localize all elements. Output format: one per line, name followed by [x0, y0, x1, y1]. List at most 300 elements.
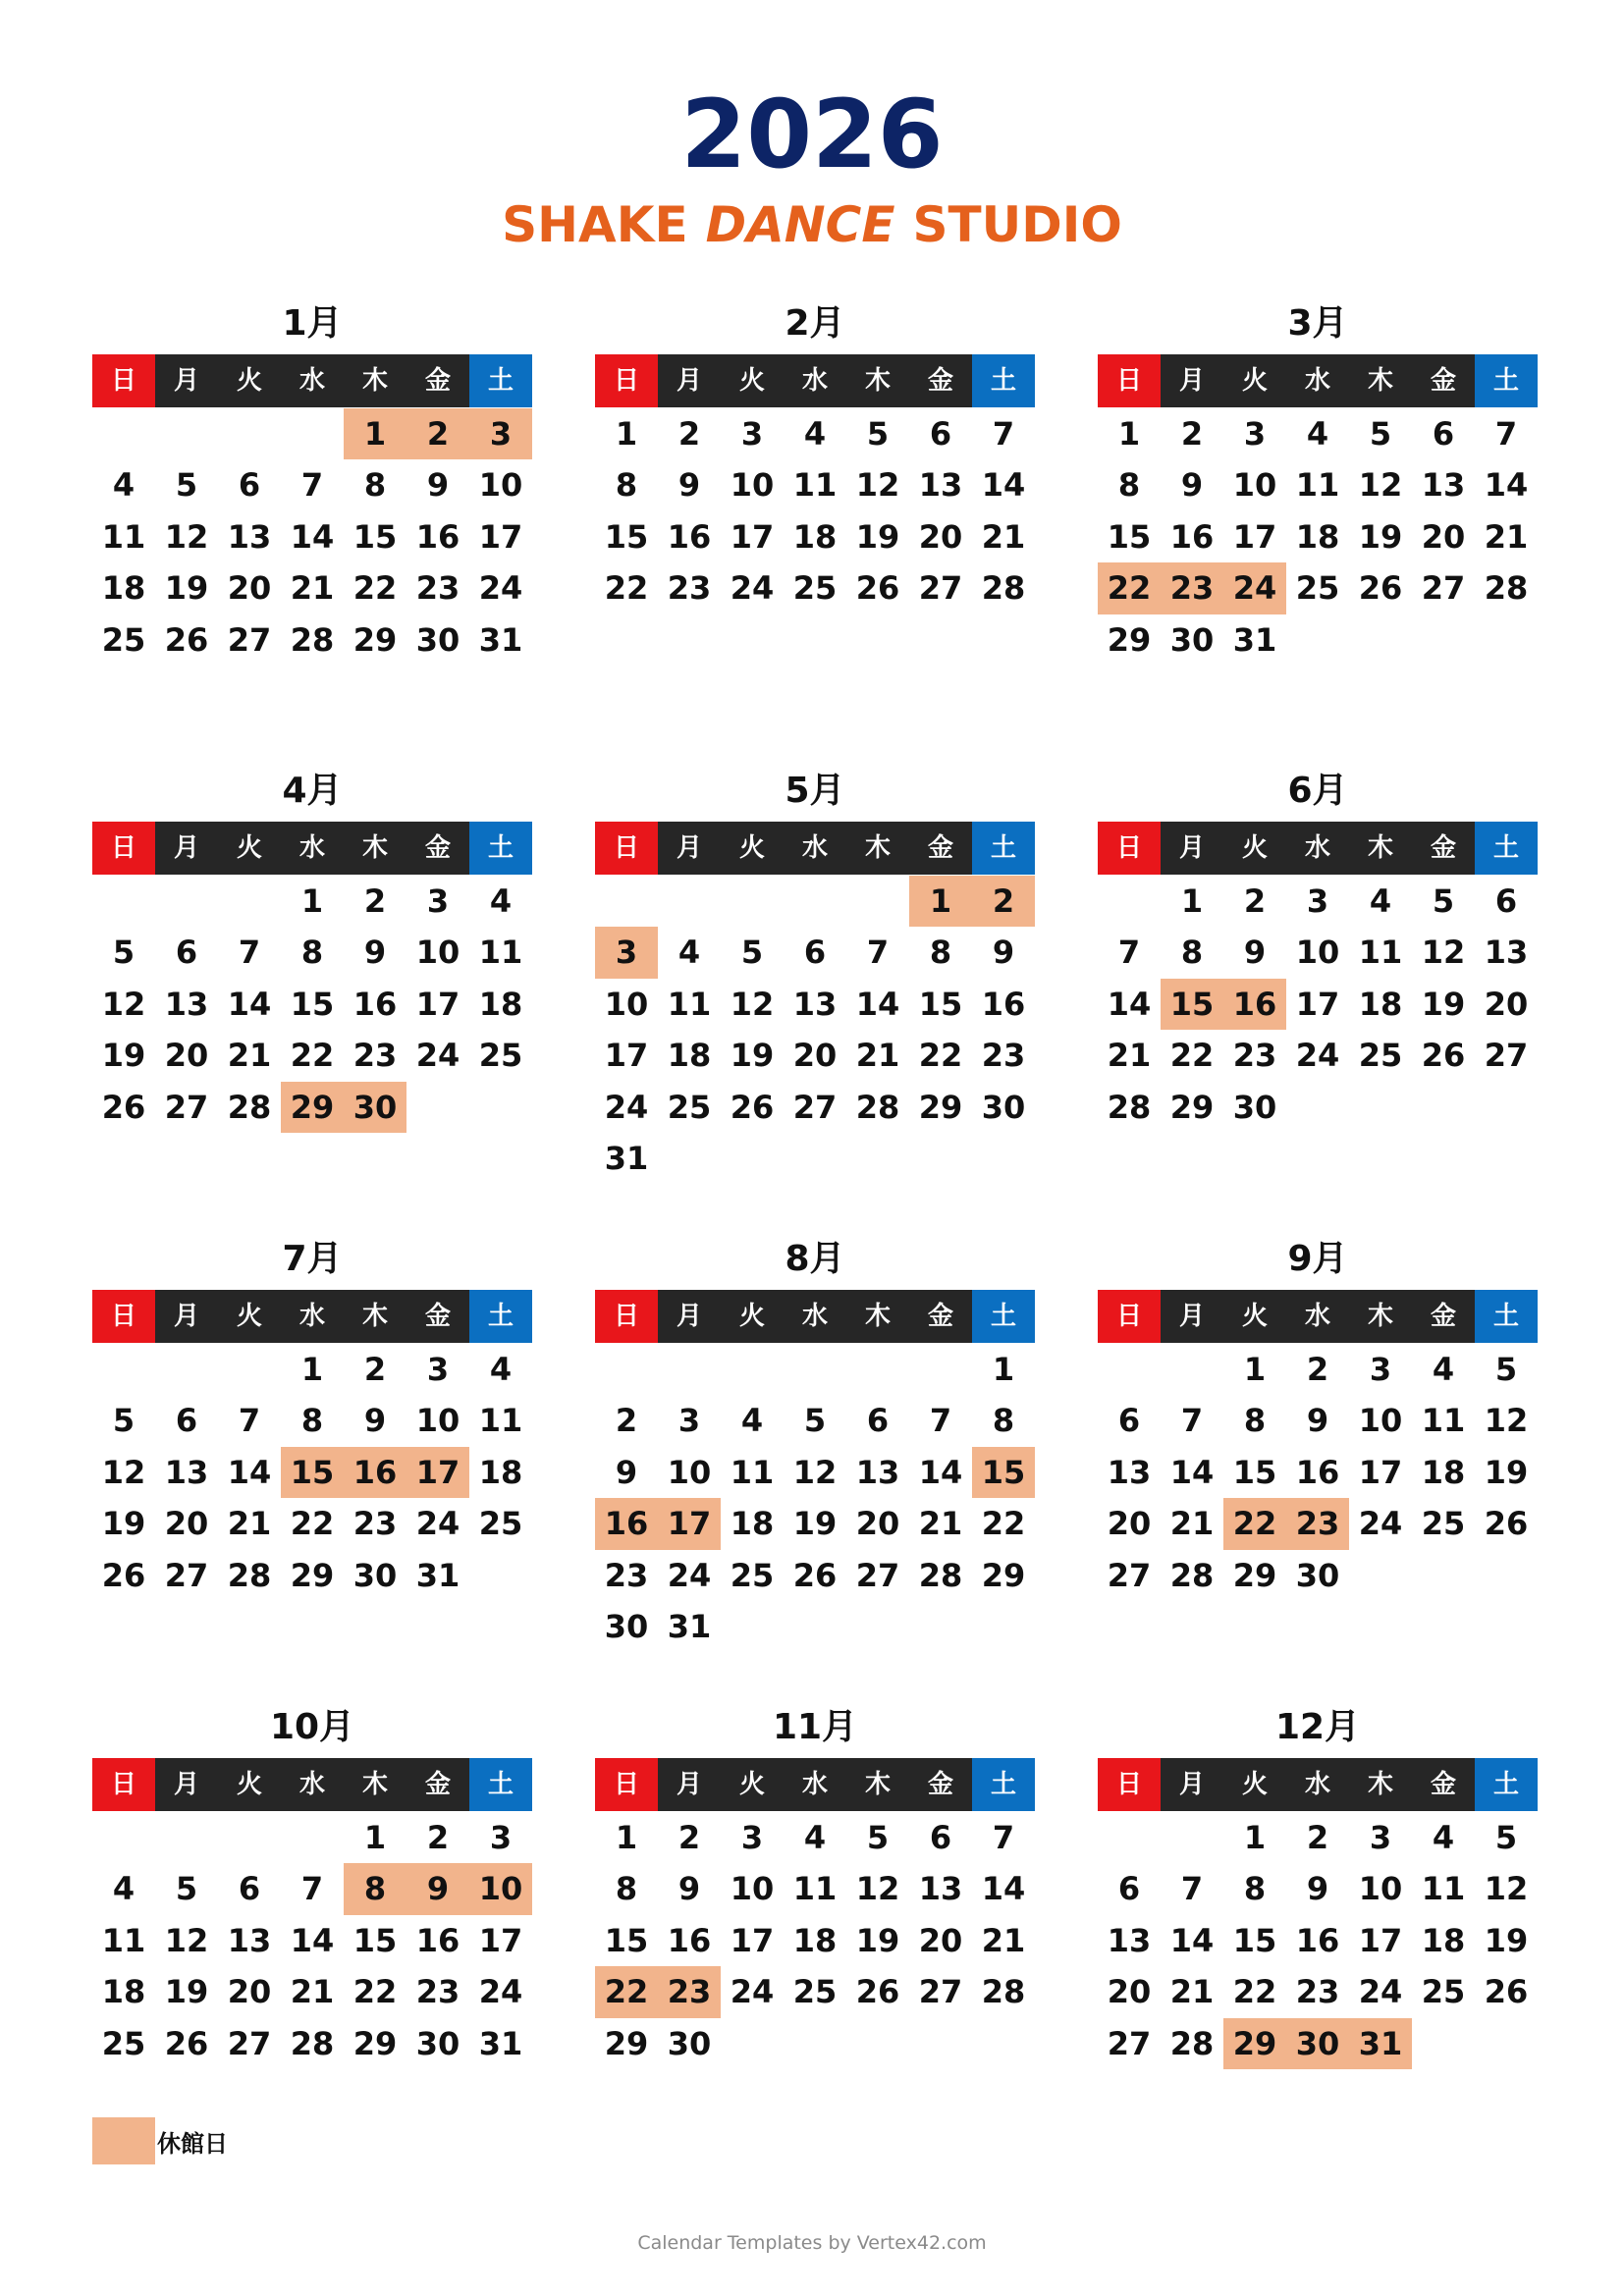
day-cell: 30 [667, 2024, 712, 2062]
day-cell: 20 [164, 1037, 209, 1075]
weekday-label: 土 [1475, 822, 1538, 875]
weekday-label: 火 [218, 354, 281, 407]
day-cell: 19 [1484, 1453, 1529, 1491]
closed-day-cell: 1 [344, 408, 406, 459]
day-cell: 11 [478, 934, 523, 972]
weekday-label: 水 [1286, 822, 1349, 875]
day-cell: 23 [1295, 1973, 1340, 2011]
empty-cell [155, 876, 218, 927]
weekday-label: 水 [784, 1758, 846, 1811]
weekday-label: 金 [909, 822, 972, 875]
month-title: 5月 [785, 771, 845, 811]
day-cell: 30 [604, 1607, 649, 1645]
weekday-label: 木 [846, 1290, 909, 1343]
day-cell: 10 [1358, 1402, 1403, 1440]
month-9 [1098, 1237, 1538, 1601]
day-cell: 19 [1421, 985, 1466, 1023]
day-cell: 23 [667, 569, 712, 608]
day-cell: 17 [478, 1921, 523, 1959]
closed-day-cell: 29 [281, 1082, 344, 1133]
day-cell: 9 [615, 1453, 638, 1491]
day-cell: 6 [175, 934, 198, 972]
day-cell: 6 [866, 1402, 890, 1440]
day-cell: 29 [981, 1556, 1026, 1594]
month-title: 9月 [1287, 1239, 1348, 1279]
closed-day-cell: 10 [469, 1863, 532, 1914]
day-cell: 25 [792, 569, 838, 608]
day-cell: 6 [929, 1819, 952, 1856]
weekday-label: 土 [972, 354, 1035, 407]
empty-cell [218, 876, 281, 927]
day-cell: 11 [101, 1921, 146, 1959]
day-cell: 4 [740, 1402, 764, 1440]
day-cell: 27 [1107, 2024, 1152, 2062]
day-cell: 19 [101, 1037, 146, 1075]
day-cell: 4 [803, 415, 827, 453]
day-cell: 25 [478, 1037, 523, 1075]
day-cell: 18 [101, 569, 146, 608]
day-cell: 1 [300, 882, 324, 920]
month-title: 7月 [282, 1239, 343, 1279]
weekday-label: 日 [1098, 354, 1161, 407]
day-cell: 10 [1358, 1870, 1403, 1908]
day-cell: 10 [1232, 466, 1277, 505]
empty-cell [281, 1812, 344, 1863]
day-cell: 5 [866, 415, 890, 453]
weekday-header [92, 1290, 532, 1343]
weekday-label: 木 [1349, 354, 1412, 407]
empty-cell [1098, 1812, 1161, 1863]
day-cell: 30 [415, 2024, 460, 2062]
day-cell: 1 [615, 1819, 638, 1856]
weekday-label: 日 [92, 1758, 155, 1811]
day-cell: 13 [164, 985, 209, 1023]
day-cell: 24 [478, 1973, 523, 2011]
day-cell: 11 [1421, 1870, 1466, 1908]
day-cell: 18 [101, 1973, 146, 2011]
day-cell: 13 [1107, 1921, 1152, 1959]
weekday-header [1098, 822, 1538, 875]
day-cell: 10 [667, 1453, 712, 1491]
closed-day-cell: 31 [1349, 2018, 1412, 2069]
weekday-label: 金 [1412, 1290, 1475, 1343]
day-grid [595, 876, 1035, 1184]
day-cell: 4 [489, 882, 513, 920]
weekday-label: 火 [218, 1758, 281, 1811]
day-cell: 17 [730, 517, 775, 556]
empty-cell [92, 876, 155, 927]
day-cell: 28 [981, 1973, 1026, 2011]
day-cell: 18 [1421, 1453, 1466, 1491]
closed-day-cell: 15 [1161, 979, 1223, 1030]
day-cell: 1 [615, 415, 638, 453]
year-title: 2026 [680, 80, 944, 189]
weekday-header [92, 1758, 532, 1811]
weekday-label: 日 [92, 822, 155, 875]
weekday-label: 木 [344, 1758, 406, 1811]
weekday-header [1098, 1290, 1538, 1343]
day-cell: 8 [1117, 466, 1141, 505]
weekday-label: 火 [721, 354, 784, 407]
day-cell: 18 [1358, 985, 1403, 1023]
day-cell: 15 [604, 517, 649, 556]
day-cell: 26 [101, 1088, 146, 1126]
weekday-label: 火 [721, 822, 784, 875]
day-cell: 28 [227, 1556, 272, 1594]
day-cell: 31 [478, 2024, 523, 2062]
weekday-label: 木 [846, 1758, 909, 1811]
day-grid [1098, 1344, 1538, 1601]
month-title: 2月 [785, 303, 845, 344]
day-cell: 16 [415, 517, 460, 556]
day-cell: 17 [1358, 1453, 1403, 1491]
weekday-label: 日 [1098, 1758, 1161, 1811]
day-cell: 5 [1432, 882, 1455, 920]
day-cell: 4 [803, 1819, 827, 1856]
day-cell: 22 [918, 1037, 963, 1075]
day-cell: 5 [803, 1402, 827, 1440]
day-cell: 22 [290, 1037, 335, 1075]
day-cell: 5 [1494, 1351, 1518, 1388]
day-cell: 9 [426, 466, 450, 505]
day-cell: 11 [478, 1402, 523, 1440]
weekday-label: 水 [1286, 1758, 1349, 1811]
day-cell: 22 [352, 1973, 398, 2011]
day-cell: 26 [1358, 569, 1403, 608]
day-cell: 1 [1180, 882, 1204, 920]
month-6 [1098, 769, 1538, 1133]
day-cell: 29 [290, 1556, 335, 1594]
day-cell: 24 [1358, 1973, 1403, 2011]
day-cell: 25 [792, 1973, 838, 2011]
day-cell: 2 [426, 1819, 450, 1856]
day-cell: 17 [730, 1921, 775, 1959]
day-cell: 15 [352, 1921, 398, 1959]
weekday-label: 水 [281, 822, 344, 875]
day-cell: 11 [730, 1453, 775, 1491]
day-cell: 3 [740, 1819, 764, 1856]
day-cell: 19 [855, 1921, 900, 1959]
closed-day-cell: 2 [972, 876, 1035, 927]
empty-cell [658, 876, 721, 927]
day-cell: 6 [1494, 882, 1518, 920]
day-cell: 21 [1107, 1037, 1152, 1075]
weekday-label: 日 [595, 1758, 658, 1811]
day-cell: 12 [164, 517, 209, 556]
weekday-label: 金 [1412, 354, 1475, 407]
day-cell: 28 [1107, 1088, 1152, 1126]
day-cell: 19 [164, 1973, 209, 2011]
day-cell: 6 [929, 415, 952, 453]
day-cell: 8 [992, 1402, 1015, 1440]
day-cell: 16 [667, 517, 712, 556]
day-cell: 23 [1232, 1037, 1277, 1075]
day-cell: 20 [1421, 517, 1466, 556]
day-cell: 14 [918, 1453, 963, 1491]
month-12 [1098, 1705, 1538, 2069]
day-cell: 7 [238, 1402, 261, 1440]
day-cell: 9 [1243, 934, 1267, 972]
closed-day-cell: 17 [406, 1447, 469, 1498]
day-cell: 3 [677, 1402, 701, 1440]
weekday-label: 土 [469, 1758, 532, 1811]
empty-cell [658, 1344, 721, 1395]
day-cell: 5 [112, 1402, 135, 1440]
day-cell: 9 [677, 466, 701, 505]
day-cell: 8 [1243, 1870, 1267, 1908]
month-title: 12月 [1274, 1707, 1361, 1747]
day-cell: 7 [992, 1819, 1015, 1856]
empty-cell [721, 876, 784, 927]
day-cell: 10 [730, 466, 775, 505]
day-cell: 26 [1484, 1973, 1529, 2011]
weekday-label: 日 [92, 1290, 155, 1343]
weekday-label: 火 [1223, 354, 1286, 407]
weekday-label: 土 [1475, 1290, 1538, 1343]
weekday-label: 土 [972, 822, 1035, 875]
day-cell: 2 [677, 415, 701, 453]
weekday-label: 土 [469, 822, 532, 875]
day-cell: 23 [352, 1037, 398, 1075]
day-cell: 24 [604, 1088, 649, 1126]
day-cell: 25 [667, 1088, 712, 1126]
day-cell: 6 [1117, 1402, 1141, 1440]
weekday-label: 土 [469, 1290, 532, 1343]
day-cell: 3 [740, 415, 764, 453]
day-cell: 23 [981, 1037, 1026, 1075]
day-cell: 2 [1180, 415, 1204, 453]
day-cell: 31 [415, 1556, 460, 1594]
closed-day-cell: 2 [406, 408, 469, 459]
day-cell: 31 [1232, 620, 1277, 659]
weekday-label: 火 [721, 1290, 784, 1343]
day-cell: 12 [1358, 466, 1403, 505]
closed-day-cell: 22 [595, 1966, 658, 2017]
day-cell: 21 [290, 1973, 335, 2011]
closed-day-cell: 16 [1223, 979, 1286, 1030]
weekday-label: 金 [909, 1290, 972, 1343]
day-cell: 19 [730, 1037, 775, 1075]
weekday-label: 土 [1475, 1758, 1538, 1811]
day-cell: 19 [1484, 1921, 1529, 1959]
day-cell: 26 [164, 620, 209, 659]
weekday-label: 月 [1161, 1290, 1223, 1343]
weekday-label: 金 [406, 1290, 469, 1343]
day-cell: 14 [227, 985, 272, 1023]
day-grid [595, 408, 1035, 614]
weekday-label: 月 [155, 822, 218, 875]
day-cell: 25 [1295, 569, 1340, 608]
day-grid [595, 1344, 1035, 1652]
day-cell: 21 [1169, 1505, 1215, 1543]
day-cell: 15 [290, 985, 335, 1023]
empty-cell [155, 408, 218, 459]
day-cell: 26 [101, 1556, 146, 1594]
weekday-label: 火 [1223, 822, 1286, 875]
weekday-label: 木 [1349, 822, 1412, 875]
day-cell: 14 [981, 1870, 1026, 1908]
day-cell: 24 [1295, 1037, 1340, 1075]
day-cell: 20 [918, 517, 963, 556]
studio-name-word-2: DANCE [705, 196, 895, 253]
closed-day-cell: 22 [1098, 562, 1161, 614]
day-cell: 21 [981, 517, 1026, 556]
footer-credit: Calendar Templates by Vertex42.com [637, 2232, 987, 2254]
day-cell: 27 [1107, 1556, 1152, 1594]
closed-day-swatch [92, 2117, 155, 2164]
weekday-label: 月 [1161, 822, 1223, 875]
day-cell: 2 [615, 1402, 638, 1440]
day-cell: 16 [1295, 1921, 1340, 1959]
day-cell: 8 [1243, 1402, 1267, 1440]
day-cell: 2 [1306, 1819, 1329, 1856]
day-cell: 27 [1484, 1037, 1529, 1075]
day-cell: 15 [604, 1921, 649, 1959]
empty-cell [218, 408, 281, 459]
day-cell: 21 [981, 1921, 1026, 1959]
weekday-label: 水 [1286, 354, 1349, 407]
day-cell: 8 [929, 934, 952, 972]
day-cell: 16 [1169, 517, 1215, 556]
day-cell: 30 [415, 620, 460, 659]
weekday-label: 木 [1349, 1758, 1412, 1811]
day-cell: 9 [363, 934, 387, 972]
day-cell: 11 [1295, 466, 1340, 505]
weekday-label: 土 [1475, 354, 1538, 407]
closed-day-cell: 24 [1223, 562, 1286, 614]
month-5 [595, 769, 1035, 1184]
day-cell: 21 [1484, 517, 1529, 556]
day-cell: 15 [1107, 517, 1152, 556]
day-cell: 13 [227, 517, 272, 556]
day-cell: 24 [1358, 1505, 1403, 1543]
weekday-label: 月 [1161, 1758, 1223, 1811]
weekday-label: 月 [658, 1290, 721, 1343]
weekday-label: 月 [1161, 354, 1223, 407]
day-cell: 14 [981, 466, 1026, 505]
day-cell: 9 [363, 1402, 387, 1440]
day-cell: 28 [227, 1088, 272, 1126]
day-grid [1098, 1812, 1538, 2069]
weekday-label: 日 [1098, 822, 1161, 875]
day-cell: 12 [855, 466, 900, 505]
weekday-label: 水 [784, 822, 846, 875]
day-cell: 4 [1432, 1351, 1455, 1388]
weekday-label: 月 [658, 822, 721, 875]
closed-day-cell: 16 [595, 1498, 658, 1549]
day-cell: 14 [227, 1453, 272, 1491]
day-cell: 16 [981, 985, 1026, 1023]
day-cell: 30 [1232, 1088, 1277, 1126]
day-cell: 18 [730, 1505, 775, 1543]
day-cell: 4 [1369, 882, 1392, 920]
day-cell: 23 [604, 1556, 649, 1594]
day-cell: 7 [238, 934, 261, 972]
day-cell: 10 [415, 934, 460, 972]
day-cell: 24 [478, 569, 523, 608]
day-cell: 13 [227, 1921, 272, 1959]
empty-cell [784, 876, 846, 927]
weekday-label: 水 [784, 354, 846, 407]
day-cell: 8 [300, 1402, 324, 1440]
studio-name [0, 194, 1624, 255]
closed-day-cell: 22 [1223, 1498, 1286, 1549]
day-cell: 30 [1295, 1556, 1340, 1594]
day-cell: 1 [300, 1351, 324, 1388]
day-cell: 21 [290, 569, 335, 608]
day-grid [595, 1812, 1035, 2069]
day-cell: 11 [667, 985, 712, 1023]
empty-cell [909, 1344, 972, 1395]
day-cell: 13 [918, 1870, 963, 1908]
month-11 [595, 1705, 1035, 2069]
day-cell: 13 [855, 1453, 900, 1491]
month-title: 3月 [1287, 303, 1348, 344]
empty-cell [92, 1344, 155, 1395]
closed-day-cell: 8 [344, 1863, 406, 1914]
day-cell: 5 [1369, 415, 1392, 453]
day-grid [92, 1812, 532, 2069]
day-cell: 3 [426, 1351, 450, 1388]
month-title: 8月 [785, 1239, 845, 1279]
day-cell: 14 [290, 517, 335, 556]
day-cell: 18 [1421, 1921, 1466, 1959]
day-cell: 6 [1432, 415, 1455, 453]
day-cell: 21 [855, 1037, 900, 1075]
empty-cell [1098, 876, 1161, 927]
empty-cell [595, 1344, 658, 1395]
empty-cell [595, 876, 658, 927]
day-cell: 29 [918, 1088, 963, 1126]
day-cell: 26 [1421, 1037, 1466, 1075]
day-cell: 1 [1117, 415, 1141, 453]
weekday-header [92, 354, 532, 407]
day-cell: 27 [227, 620, 272, 659]
day-cell: 17 [604, 1037, 649, 1075]
day-cell: 31 [604, 1139, 649, 1177]
day-cell: 24 [415, 1505, 460, 1543]
day-cell: 18 [478, 1453, 523, 1491]
day-cell: 2 [363, 1351, 387, 1388]
weekday-label: 月 [155, 1290, 218, 1343]
weekday-label: 水 [281, 1758, 344, 1811]
day-cell: 20 [1107, 1973, 1152, 2011]
day-cell: 6 [803, 934, 827, 972]
day-cell: 11 [101, 517, 146, 556]
day-cell: 9 [677, 1870, 701, 1908]
day-cell: 26 [730, 1088, 775, 1126]
weekday-label: 日 [595, 822, 658, 875]
day-cell: 16 [1295, 1453, 1340, 1491]
day-cell: 26 [164, 2024, 209, 2062]
empty-cell [218, 1812, 281, 1863]
day-cell: 20 [792, 1037, 838, 1075]
weekday-label: 金 [909, 354, 972, 407]
day-cell: 7 [1117, 934, 1141, 972]
day-cell: 11 [1358, 934, 1403, 972]
day-cell: 21 [227, 1037, 272, 1075]
day-cell: 3 [426, 882, 450, 920]
weekday-header [92, 822, 532, 875]
empty-cell [281, 408, 344, 459]
day-cell: 10 [478, 466, 523, 505]
month-title: 6月 [1287, 771, 1348, 811]
day-cell: 22 [1169, 1037, 1215, 1075]
weekday-header [1098, 1758, 1538, 1811]
weekday-label: 水 [281, 1290, 344, 1343]
day-cell: 12 [164, 1921, 209, 1959]
day-cell: 30 [1169, 620, 1215, 659]
